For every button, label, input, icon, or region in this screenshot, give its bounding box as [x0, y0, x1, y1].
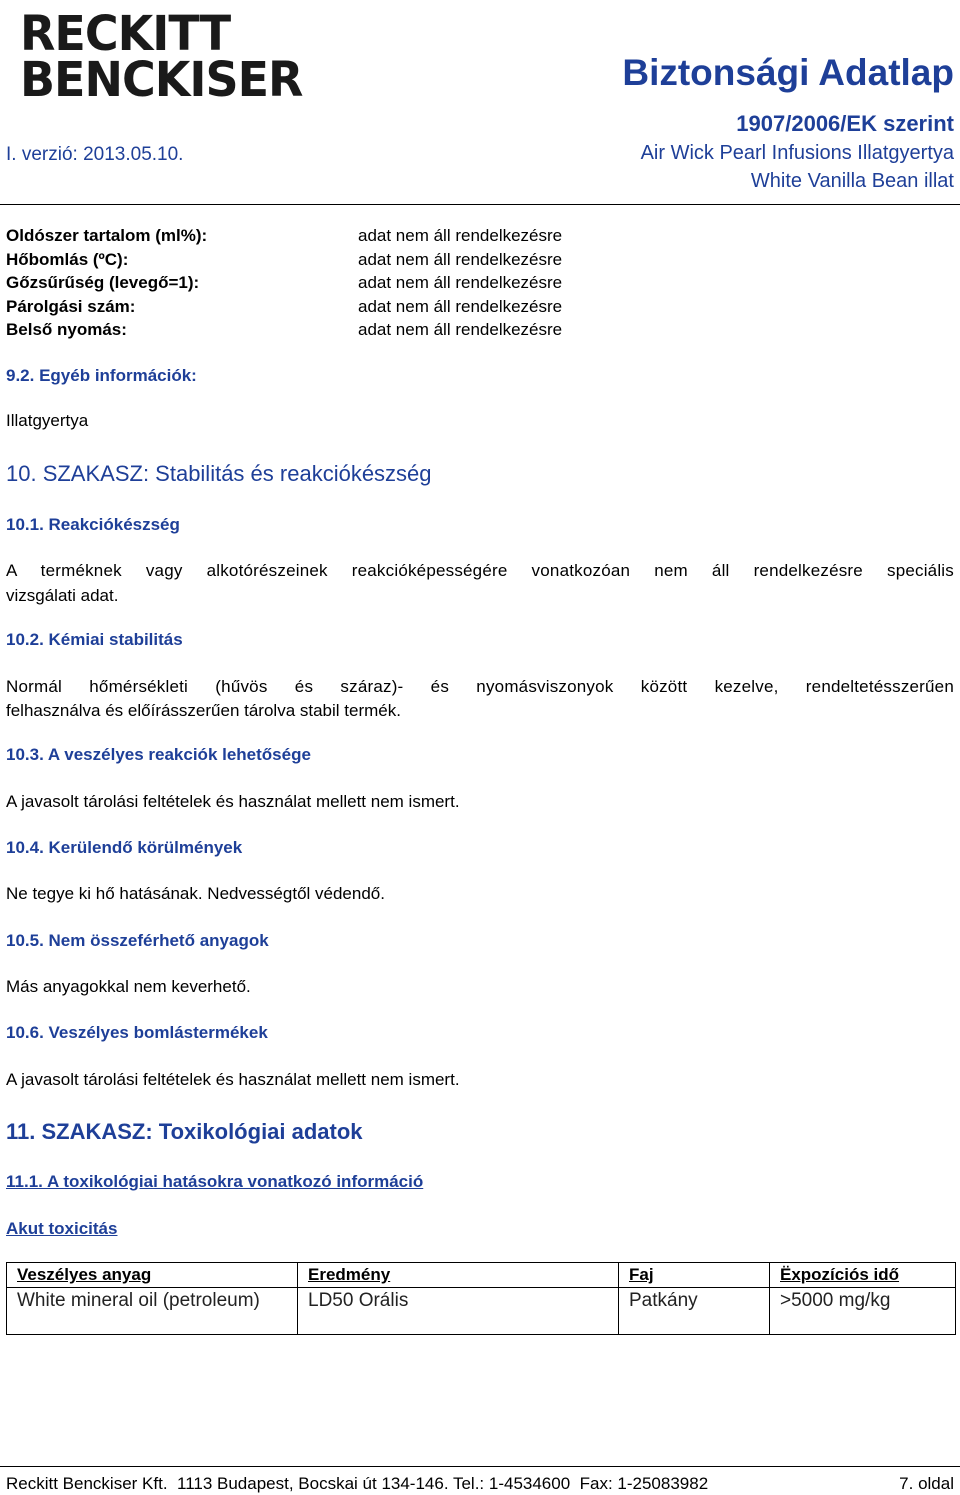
section-10-heading: 10. SZAKASZ: Stabilitás és reakciókészség	[6, 461, 432, 486]
section-10-6-heading: 10.6. Veszélyes bomlástermékek	[6, 1023, 268, 1042]
product-variant: White Vanilla Bean illat	[750, 170, 954, 192]
section-10-1-text-line2: vizsgálati adat.	[6, 586, 119, 605]
property-value: adat nem áll rendelkezésre	[358, 296, 563, 316]
section-10-4-heading: 10.4. Kerülendő körülmények	[6, 838, 243, 857]
footer-company-info: Reckitt Benckiser Kft. 1113 Budapest, Bocskai út 134-146. Tel.: 1-4534600 Fax: 1-25083982	[6, 1474, 709, 1493]
property-row	[6, 250, 562, 274]
property-label: Hőbomlás (ºC):	[6, 249, 129, 269]
footer-divider	[0, 1466, 960, 1467]
table-header-cell: Eredmény	[298, 1263, 619, 1288]
property-label: Gőzsűrűség (levegő=1):	[6, 273, 200, 292]
section-10-2-text-line1: Normál hőmérsékleti (hűvös és száraz)- és nyomásviszonyok között kezelve, rendeltetésszerűen	[6, 677, 954, 696]
section-9-2-heading: 9.2. Egyéb információk:	[6, 366, 197, 385]
version-label: I. verzió: 2013.05.10.	[6, 144, 184, 165]
section-10-1-text-line1: A terméknek vagy alkotórészeinek reakcióképességére vonatkozóan nem áll rendelkezésre speciális	[6, 561, 954, 580]
property-list	[6, 226, 562, 344]
table-cell: White mineral oil (petroleum)	[7, 1288, 298, 1335]
section-11-1-heading-text: 11.1. A toxikológiai hatásokra vonatkozó információ	[6, 1172, 424, 1191]
property-value: adat nem áll rendelkezésre	[358, 249, 563, 269]
property-row	[6, 273, 562, 297]
table-cell: LD50 Orális	[298, 1288, 619, 1335]
property-row	[6, 226, 562, 250]
section-10-3-text: A javasolt tárolási feltételek és használat mellett nem ismert.	[6, 792, 460, 811]
header-divider	[0, 204, 960, 205]
section-10-6-text: A javasolt tárolási feltételek és használat mellett nem ismert.	[6, 1070, 460, 1089]
section-10-1-heading: 10.1. Reakciókészség	[6, 515, 180, 534]
section-10-2-heading: 10.2. Kémiai stabilitás	[6, 630, 183, 649]
section-10-5-heading: 10.5. Nem összeférhető anyagok	[6, 931, 269, 950]
table-cell: Patkány	[619, 1288, 770, 1335]
table-header-cell: Veszélyes anyag	[7, 1263, 298, 1288]
property-label: Belső nyomás:	[6, 320, 127, 339]
table-header-row	[7, 1263, 956, 1288]
table-row	[7, 1288, 956, 1335]
property-label: Oldószer tartalom (ml%):	[6, 226, 208, 245]
property-row	[6, 320, 562, 344]
product-name: Air Wick Pearl Infusions Illatgyertya	[640, 142, 954, 164]
property-value: adat nem áll rendelkezésre	[358, 320, 563, 339]
page-footer	[6, 1474, 954, 1494]
property-value: adat nem áll rendelkezésre	[358, 273, 563, 292]
section-10-4-text: Ne tegye ki hő hatásának. Nedvességtől védendő.	[6, 884, 385, 903]
section-10-2-text-line2: felhasználva és előírásszerűen tárolva stabil termék.	[6, 701, 401, 720]
logo-line-2: BENCKISER	[20, 50, 303, 108]
regulation-label: 1907/2006/EK szerint	[736, 111, 954, 136]
section-10-5-text: Más anyagokkal nem keverhető.	[6, 977, 251, 996]
toxicity-table	[6, 1262, 956, 1335]
acute-toxicity-heading: Akut toxicitás	[6, 1219, 118, 1238]
section-10-3-heading: 10.3. A veszélyes reakciók lehetősége	[6, 745, 311, 764]
document-title: Biztonsági Adatlap	[622, 52, 954, 93]
table-header-cell: Ëxpozíciós idő	[770, 1263, 956, 1288]
section-11-heading: 11. SZAKASZ: Toxikológiai adatok	[6, 1119, 363, 1144]
page-number: 7. oldal	[899, 1474, 954, 1493]
logo-line-1: RECKITT	[20, 4, 231, 62]
table-cell: >5000 mg/kg	[770, 1288, 956, 1335]
section-11-1-heading	[6, 1172, 423, 1192]
company-logo	[20, 4, 303, 110]
table-header-cell: Faj	[619, 1263, 770, 1288]
property-row	[6, 297, 562, 321]
property-label: Párolgási szám:	[6, 296, 136, 316]
property-value: adat nem áll rendelkezésre	[358, 226, 563, 245]
section-9-2-text: Illatgyertya	[6, 411, 89, 430]
